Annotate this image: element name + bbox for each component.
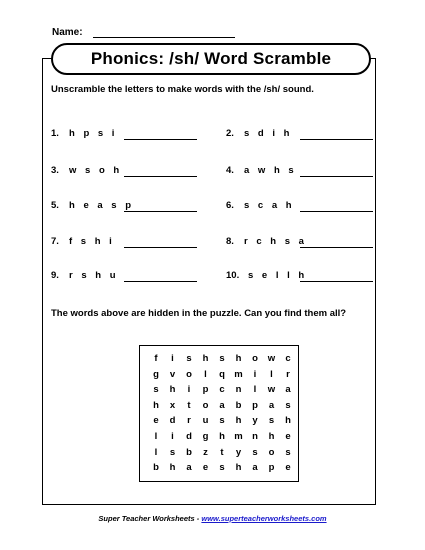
scrambled-letters: w s o h — [69, 165, 123, 176]
puzzle-letter[interactable]: d — [169, 415, 176, 427]
puzzle-row — [140, 429, 298, 444]
puzzle-letter[interactable]: e — [153, 415, 159, 427]
puzzle-letter[interactable]: l — [253, 384, 257, 396]
puzzle-letter[interactable]: n — [235, 384, 242, 396]
puzzle-letter[interactable]: y — [235, 446, 242, 458]
puzzle-row — [140, 382, 298, 397]
puzzle-letter[interactable]: l — [270, 368, 273, 380]
scramble-item — [226, 165, 297, 176]
answer-line[interactable] — [300, 176, 373, 177]
scramble-number: 8. — [226, 236, 234, 247]
puzzle-letter[interactable]: s — [219, 353, 225, 364]
puzzle-letter[interactable]: i — [171, 353, 174, 364]
puzzle-letter[interactable]: a — [252, 462, 258, 474]
puzzle-letter[interactable]: p — [252, 399, 258, 411]
name-field[interactable] — [93, 26, 235, 38]
footer-brand: Super Teacher Worksheets — [98, 514, 195, 523]
puzzle-letter[interactable]: b — [235, 399, 242, 411]
puzzle-letter[interactable]: s — [169, 446, 176, 458]
puzzle-letter[interactable]: o — [202, 399, 209, 411]
puzzle-letter[interactable]: m — [234, 368, 243, 380]
puzzle-letter[interactable]: h — [202, 353, 209, 364]
puzzle-letter[interactable]: c — [219, 384, 225, 396]
scrambled-letters: s d i h — [244, 128, 293, 139]
puzzle-letter[interactable]: s — [219, 415, 225, 427]
puzzle-letter[interactable]: e — [285, 462, 291, 474]
puzzle-letter[interactable]: g — [153, 368, 159, 380]
puzzle-letter[interactable]: h — [285, 415, 291, 427]
footer — [0, 514, 425, 523]
puzzle-letter[interactable]: t — [187, 399, 191, 411]
puzzle-letter[interactable]: t — [220, 446, 224, 458]
word-search-puzzle — [139, 345, 299, 482]
answer-line[interactable] — [300, 139, 373, 140]
scramble-number: 2. — [226, 128, 234, 139]
puzzle-letter[interactable]: p — [202, 384, 209, 396]
name-row — [52, 26, 235, 38]
title-text: Phonics: /sh/ Word Scramble — [90, 49, 332, 68]
puzzle-letter[interactable]: o — [186, 368, 192, 380]
puzzle-letter[interactable]: e — [285, 431, 291, 442]
puzzle-letter[interactable]: f — [154, 353, 158, 364]
puzzle-letter[interactable]: h — [169, 462, 176, 474]
puzzle-letter[interactable]: h — [153, 399, 159, 411]
puzzle-letter[interactable]: h — [235, 462, 242, 474]
puzzle-letter[interactable]: a — [285, 384, 291, 396]
puzzle-letter[interactable]: i — [187, 384, 191, 396]
puzzle-letter[interactable]: l — [154, 431, 158, 442]
puzzle-letter[interactable]: v — [169, 368, 176, 380]
puzzle-row — [140, 460, 298, 475]
puzzle-letter[interactable]: o — [252, 353, 258, 364]
puzzle-row — [140, 413, 298, 428]
puzzle-letter[interactable]: c — [285, 353, 291, 364]
scrambled-letters: h e a s p — [69, 200, 135, 211]
scramble-number: 5. — [51, 200, 59, 211]
answer-line[interactable] — [124, 139, 197, 140]
scramble-number: 6. — [226, 200, 234, 211]
puzzle-letter[interactable]: s — [285, 446, 291, 458]
instructions: Unscramble the letters to make words with the /sh/ sound. — [51, 84, 314, 95]
puzzle-letter[interactable]: s — [268, 415, 275, 427]
puzzle-letter[interactable]: s — [285, 399, 291, 411]
puzzle-letter[interactable]: a — [186, 462, 192, 474]
scramble-number: 7. — [51, 236, 59, 247]
puzzle-letter[interactable]: h — [235, 415, 242, 427]
puzzle-letter[interactable]: b — [186, 446, 192, 458]
puzzle-letter[interactable]: s — [219, 462, 225, 474]
puzzle-letter[interactable]: m — [234, 431, 243, 442]
scramble-item — [51, 200, 134, 211]
scramble-item — [51, 128, 117, 139]
puzzle-letter[interactable]: h — [169, 384, 176, 396]
scrambled-letters: h p s i — [69, 128, 118, 139]
puzzle-letter[interactable]: i — [171, 431, 174, 442]
puzzle-question: The words above are hidden in the puzzle. Can you find them all? — [51, 308, 347, 319]
scramble-item — [226, 270, 307, 281]
puzzle-letter[interactable]: r — [286, 368, 290, 380]
puzzle-row — [140, 351, 298, 366]
puzzle-letter[interactable]: s — [186, 353, 192, 364]
puzzle-letter[interactable]: w — [267, 384, 276, 396]
puzzle-letter[interactable]: i — [253, 368, 257, 380]
puzzle-letter[interactable]: r — [187, 415, 191, 427]
puzzle-letter[interactable]: g — [202, 431, 209, 442]
puzzle-letter[interactable]: l — [204, 368, 207, 380]
puzzle-letter[interactable]: h — [268, 431, 275, 442]
scrambled-letters: s e l l h — [248, 270, 308, 281]
puzzle-letter[interactable]: p — [268, 462, 275, 474]
answer-line[interactable] — [300, 247, 373, 248]
answer-line[interactable] — [124, 211, 197, 212]
scramble-item — [51, 236, 115, 247]
puzzle-letter[interactable]: x — [169, 399, 176, 411]
puzzle-letter[interactable]: w — [267, 353, 276, 364]
puzzle-letter[interactable]: e — [202, 462, 209, 474]
puzzle-letter[interactable]: n — [252, 431, 258, 442]
puzzle-letter[interactable]: a — [219, 399, 225, 411]
puzzle-letter[interactable]: d — [186, 431, 192, 442]
scramble-number: 1. — [51, 128, 59, 139]
puzzle-letter[interactable]: h — [219, 431, 225, 442]
answer-line[interactable] — [124, 247, 197, 248]
scramble-item — [226, 236, 307, 247]
scramble-item — [51, 270, 119, 281]
scrambled-letters: a w h s — [244, 165, 297, 176]
puzzle-letter[interactable]: h — [235, 353, 242, 364]
answer-line[interactable] — [124, 176, 197, 177]
scramble-number: 3. — [51, 165, 59, 176]
scrambled-letters: f s h i — [69, 236, 115, 247]
scrambled-letters: s c a h — [244, 200, 295, 211]
puzzle-row — [140, 445, 298, 460]
puzzle-letter[interactable]: y — [252, 415, 258, 427]
puzzle-letter[interactable]: z — [203, 446, 208, 458]
answer-line[interactable] — [300, 211, 373, 212]
worksheet-title — [51, 43, 371, 75]
puzzle-row — [140, 367, 298, 382]
puzzle-letter[interactable]: s — [153, 384, 159, 396]
scramble-item — [226, 128, 292, 139]
footer-separator: - — [196, 514, 200, 523]
scramble-number: 9. — [51, 270, 59, 281]
scrambled-letters: r s h u — [69, 270, 119, 281]
scramble-item — [226, 200, 295, 211]
puzzle-letter[interactable]: u — [202, 415, 209, 427]
puzzle-letter[interactable]: b — [153, 462, 159, 474]
scrambled-letters: r c h s a — [244, 236, 307, 247]
puzzle-letter[interactable]: s — [252, 446, 258, 458]
name-label: Name: — [52, 27, 83, 38]
scramble-number: 10. — [226, 270, 240, 281]
puzzle-letter[interactable]: o — [268, 446, 275, 458]
scramble-item — [51, 165, 122, 176]
puzzle-letter[interactable]: q — [219, 368, 225, 380]
answer-line[interactable] — [300, 281, 373, 282]
scramble-number: 4. — [226, 165, 234, 176]
answer-line[interactable] — [124, 281, 197, 282]
puzzle-letter[interactable]: l — [154, 446, 158, 458]
puzzle-letter[interactable]: a — [268, 399, 275, 411]
footer-link[interactable]: www.superteacherworksheets.com — [201, 514, 327, 523]
puzzle-row — [140, 398, 298, 413]
